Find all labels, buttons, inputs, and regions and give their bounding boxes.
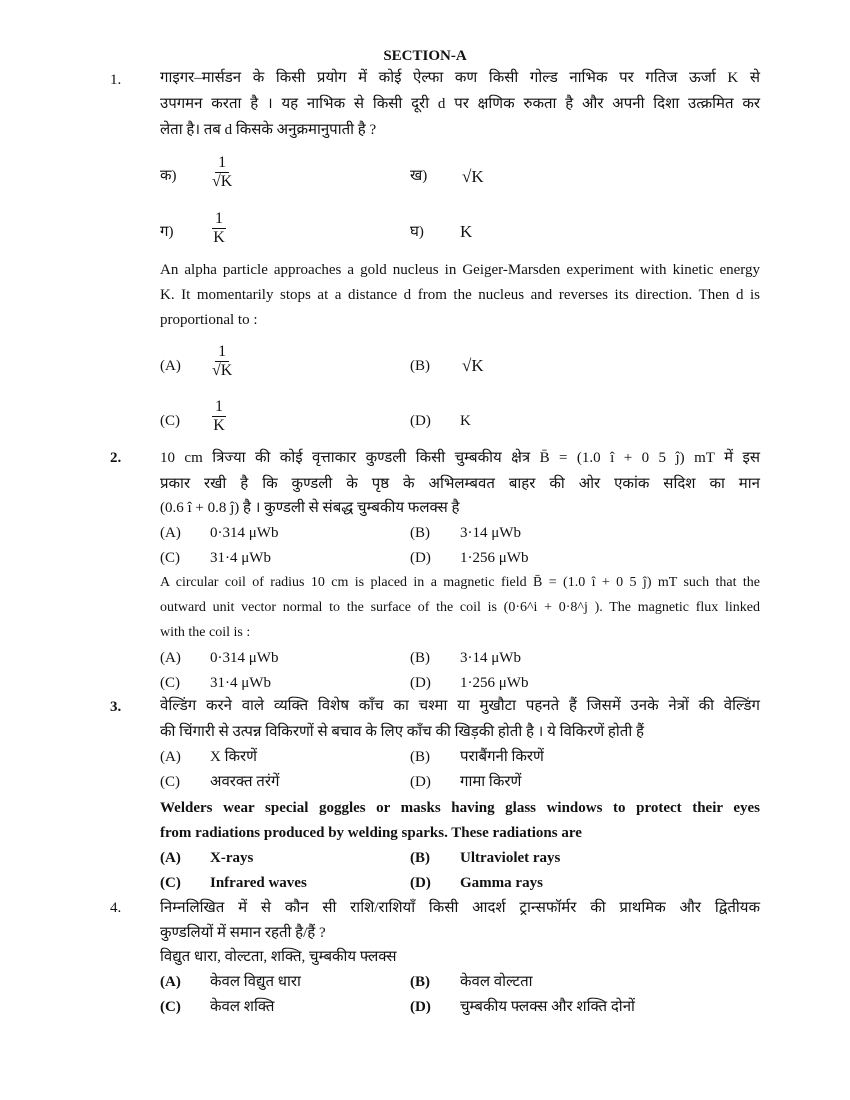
option-label: (B) <box>410 525 430 541</box>
question-text: निम्नलिखित में से कौन सी राशि/राशियाँ किसी आदर्श ट्रान्सफॉर्मर की प्राथमिक और द्वितीयक <box>160 900 760 916</box>
option-fraction <box>212 210 226 247</box>
option-label: (A) <box>160 525 181 541</box>
option-value: पराबैंगनी किरणें <box>460 749 544 765</box>
option-value: चुम्बकीय फ्लक्स और शक्ति दोनों <box>460 999 635 1015</box>
option-label: (C) <box>160 675 180 691</box>
question-text: लेता है। तब d किसके अनुक्रमानुपाती है ? <box>160 122 377 138</box>
denominator: K <box>213 229 225 246</box>
option-value: केवल शक्ति <box>210 999 275 1015</box>
numerator: 1 <box>215 343 229 362</box>
option-value: केवल विद्युत धारा <box>210 974 301 990</box>
question-number: 1. <box>110 72 122 88</box>
option-label: (B) <box>410 650 430 666</box>
option-label: (A) <box>160 974 181 990</box>
question-number: 3. <box>110 699 122 715</box>
option-label: (D) <box>410 774 431 790</box>
question-number: 2. <box>110 450 122 466</box>
denominator: √K <box>212 173 233 190</box>
option-label: (B) <box>410 974 430 990</box>
option-label: (C) <box>160 875 181 891</box>
option-label: क) <box>160 168 177 184</box>
numerator: 1 <box>212 398 226 417</box>
question-text: with the coil is : <box>160 625 251 640</box>
option-label: (B) <box>410 358 430 374</box>
option-value: केवल वोल्टता <box>460 974 533 990</box>
question-text: A circular coil of radius 10 cm is placed in a magnetic field B̄ = (1.0 î + 0 5 ĵ) mT such that the <box>160 575 760 590</box>
option-value: X किरणें <box>210 749 257 765</box>
option-value: K <box>460 222 473 241</box>
question-text: K. It momentarily stops at a distance d from the nucleus and reverses its direction. Then d is <box>160 287 760 303</box>
option-value: गामा किरणें <box>460 774 522 790</box>
numerator: 1 <box>215 154 229 173</box>
question-text: वेल्डिंग करने वाले व्यक्ति विशेष काँच का चश्मा या मुखौटा पहनते हैं जिसमें उनके नेत्रों की वेल्डिंग <box>160 698 760 714</box>
option-label: (B) <box>410 850 430 866</box>
option-value: 31·4 μWb <box>210 675 271 691</box>
option-value: 1·256 μWb <box>460 675 529 691</box>
option-label: (A) <box>160 650 181 666</box>
option-label: (D) <box>410 675 431 691</box>
option-value: 0·314 μWb <box>210 650 279 666</box>
option-value: K <box>460 413 471 429</box>
question-text: उपगमन करता है । यह नाभिक से किसी दूरी d पर क्षणिक रुकता है और अपनी दिशा उत्क्रमित कर <box>160 96 760 112</box>
option-label: (C) <box>160 413 180 429</box>
option-value: √K <box>462 356 484 375</box>
question-text: प्रकार रखी है कि कुण्डली के पृष्ठ के अभिलम्बवत बाहर की ओर एकांक सदिश का मान <box>160 476 760 492</box>
option-label: (C) <box>160 550 180 566</box>
section-title: SECTION-A <box>383 48 467 64</box>
numerator: 1 <box>212 210 226 229</box>
question-text: गाइगर–मार्सडन के किसी प्रयोग में कोई ऐल्फा कण किसी गोल्ड नाभिक पर गतिज ऊर्जा K से <box>160 70 760 86</box>
option-label: (D) <box>410 875 431 891</box>
option-value: 0·314 μWb <box>210 525 279 541</box>
option-value: 3·14 μWb <box>460 525 521 541</box>
option-label: (D) <box>410 999 431 1015</box>
denominator: K <box>213 417 225 434</box>
option-label: (D) <box>410 550 431 566</box>
question-text: outward unit vector normal to the surface of the coil is (0·6^i + 0·8^j ). The magnetic flux linked <box>160 600 760 615</box>
question-text: कुण्डलियों में समान रहती है/हैं ? <box>160 925 326 941</box>
option-fraction <box>212 343 232 380</box>
option-value: Ultraviolet rays <box>460 850 561 866</box>
option-label: ख) <box>410 168 428 184</box>
option-label: ग) <box>160 224 174 240</box>
option-fraction <box>212 154 232 191</box>
option-label: (D) <box>410 413 431 429</box>
question-text: (0.6 î + 0.8 ĵ) है । कुण्डली से संबद्ध चुम्बकीय फलक्स है <box>160 500 460 516</box>
denominator: √K <box>212 362 233 379</box>
question-text: विद्युत धारा, वोल्टता, शक्ति, चुम्बकीय फ्लक्स <box>160 949 397 965</box>
option-value: Gamma rays <box>460 875 543 891</box>
option-fraction <box>212 398 226 435</box>
question-text: proportional to : <box>160 312 258 328</box>
question-text: की चिंगारी से उत्पन्न विकिरणों से बचाव के लिए काँच की खिड़की होती है । ये विकिरणें होती हैं <box>160 724 644 740</box>
option-label: (B) <box>410 749 430 765</box>
option-label: घ) <box>410 224 424 240</box>
option-value: Infrared waves <box>210 875 307 891</box>
question-text: An alpha particle approaches a gold nucleus in Geiger-Marsden experiment with kinetic energy <box>160 262 760 278</box>
question-text: 10 cm त्रिज्या की कोई वृत्ताकार कुण्डली किसी चुम्बकीय क्षेत्र B̄ = (1.0 î + 0 5 ĵ) mT में इस <box>160 450 760 466</box>
option-label: (C) <box>160 999 181 1015</box>
option-label: (A) <box>160 749 181 765</box>
question-text: from radiations produced by welding sparks. These radiations are <box>160 825 582 841</box>
option-value: अवरक्त तरंगें <box>210 774 280 790</box>
option-value: 31·4 μWb <box>210 550 271 566</box>
option-value: X-rays <box>210 850 254 866</box>
option-label: (A) <box>160 358 181 374</box>
option-value: 1·256 μWb <box>460 550 529 566</box>
option-value: 3·14 μWb <box>460 650 521 666</box>
question-text: Welders wear special goggles or masks having glass windows to protect their eyes <box>160 800 760 816</box>
option-label: (C) <box>160 774 180 790</box>
option-label: (A) <box>160 850 181 866</box>
option-value: √K <box>462 167 484 186</box>
question-number: 4. <box>110 900 122 916</box>
